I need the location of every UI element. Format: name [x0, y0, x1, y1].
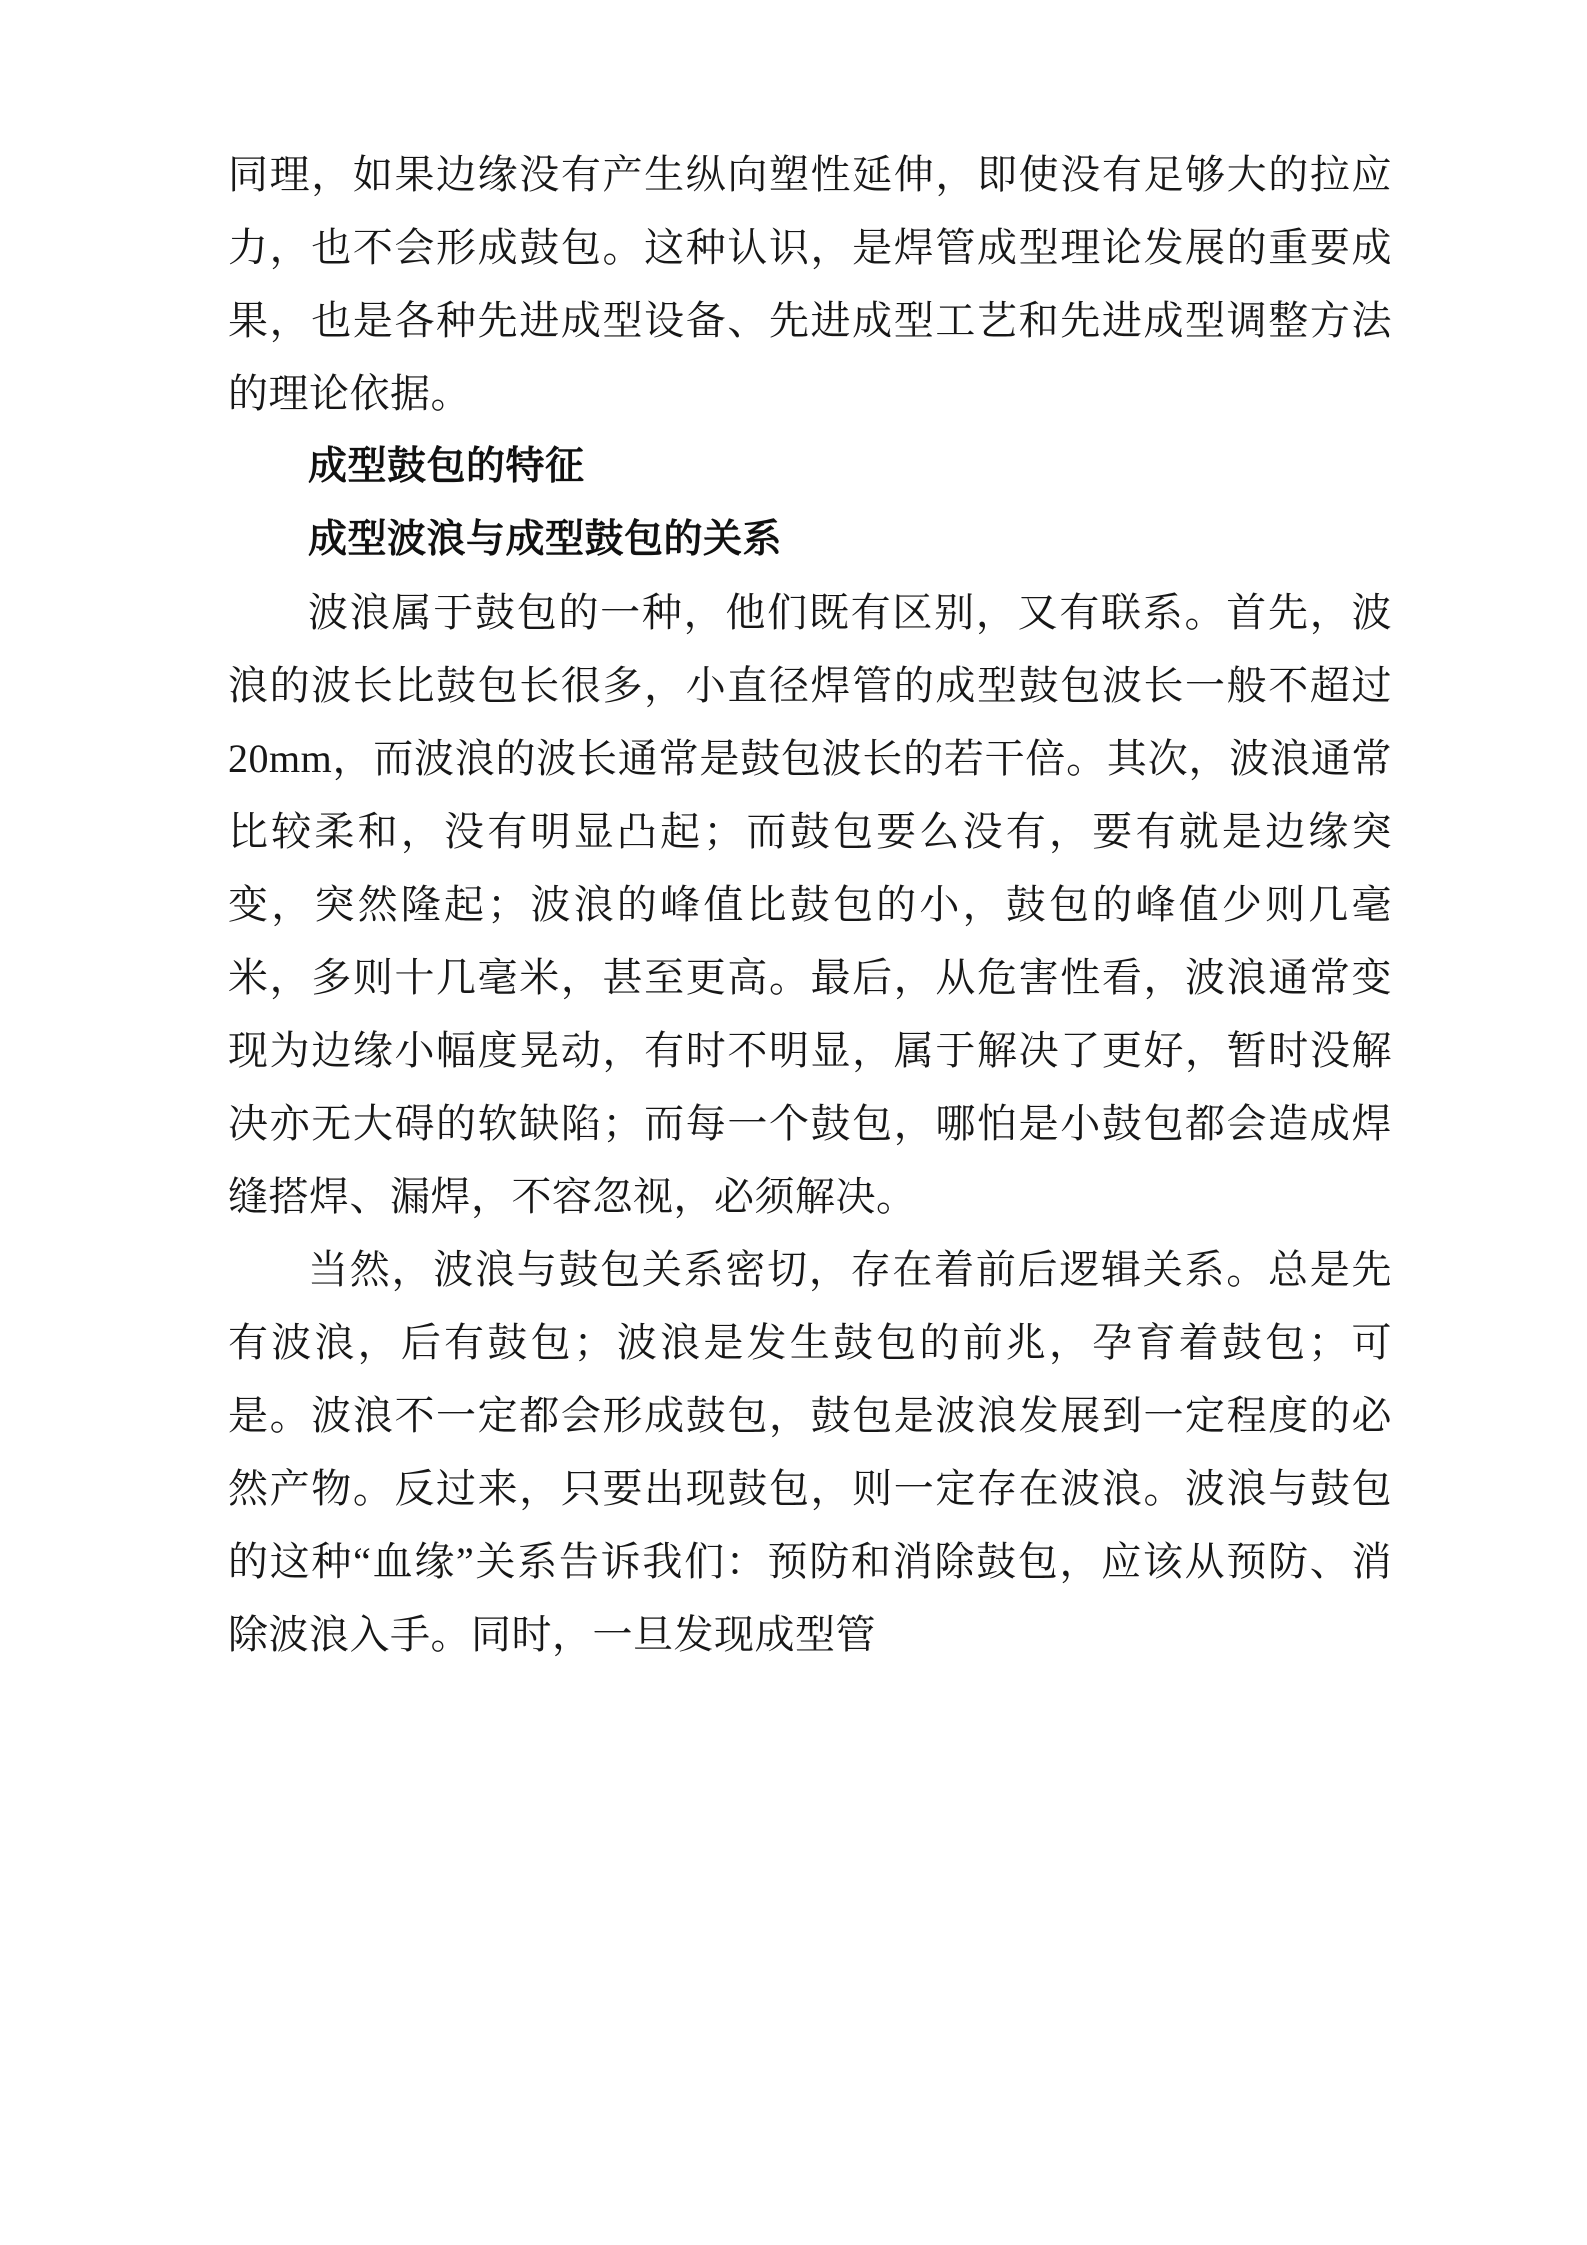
heading-level-1: 成型鼓包的特征: [308, 445, 585, 488]
paragraph-intro: 同理，如果边缘没有产生纵向塑性延伸，即使没有足够大的拉应力，也不会形成鼓包。这种认识，是焊管成型理论发展的重要成果，也是各种先进成型设备、先进成型工艺和先进成型调整方法的理论依据。: [228, 152, 1392, 416]
heading-level-2: 成型波浪与成型鼓包的关系: [308, 518, 783, 561]
paragraph-wave-vs-bulge: 波浪属于鼓包的一种，他们既有区别，又有联系。首先，波浪的波长比鼓包长很多，小直径焊管的成型鼓包波长一般不超过 20mm，而波浪的波长通常是鼓包波长的若干倍。其次，波浪通常比较柔和，没有明显凸起；而鼓包要么没有，要有就是边缘突变，突然隆起；波浪的峰值比鼓包的小，鼓包的峰值少则几毫米，多则十几毫米，甚至更高。最后，从危害性看，波浪通常变现为边缘小幅度晃动，有时不明显，属于解决了更好，暂时没解决亦无大碍的软缺陷；而每一个鼓包，哪怕是小鼓包都会造成焊缝搭焊、漏焊，不容忽视，必须解决。: [228, 590, 1392, 1219]
paragraph-relationship: 当然，波浪与鼓包关系密切，存在着前后逻辑关系。总是先有波浪，后有鼓包；波浪是发生鼓包的前兆，孕育着鼓包；可是。波浪不一定都会形成鼓包，鼓包是波浪发展到一定程度的必然产物。反过来，只要出现鼓包，则一定存在波浪。波浪与鼓包的这种“血缘”关系告诉我们：预防和消除鼓包，应该从预防、消除波浪入手。同时，一旦发现成型管: [228, 1247, 1392, 1657]
document-body: [228, 138, 1392, 1671]
